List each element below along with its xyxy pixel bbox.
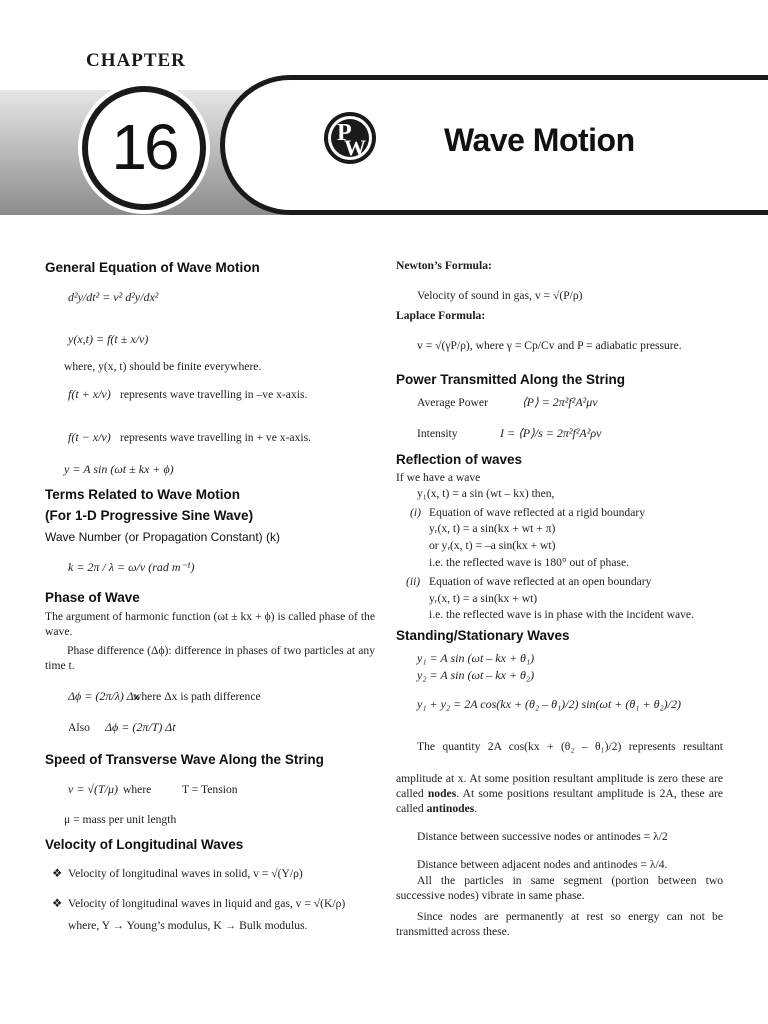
newton-formula: Velocity of sound in gas, v = √(P/ρ) bbox=[417, 289, 583, 302]
f-plus-expression: f(t + x/v) bbox=[68, 387, 111, 401]
standing-wave-y1: y₁ = A sin (ωt – kx + θ₁) bbox=[417, 651, 535, 665]
case-i-label: (i) bbox=[410, 506, 421, 519]
amplitude-paragraph bbox=[396, 771, 723, 816]
nodes-term: nodes bbox=[427, 787, 457, 800]
rigid-boundary-text: Equation of wave reflected at a rigid boundary bbox=[429, 506, 646, 519]
f-minus-description: represents wave travelling in + ve x-axis. bbox=[120, 431, 312, 444]
page-title: Wave Motion bbox=[444, 122, 635, 158]
bullet-diamond-icon: ❖ bbox=[52, 867, 63, 880]
phase-difference-definition: Phase difference (Δϕ): difference in phases of two particles at any time t. bbox=[45, 644, 375, 672]
svg-text:P: P bbox=[337, 120, 352, 146]
mass-per-length-note: μ = mass per unit length bbox=[64, 813, 177, 826]
resultant-quantity-text: The quantity 2A cos(kx + (θ₂ – θ₁)/2) represents resultant bbox=[417, 740, 723, 753]
sine-wave-equation: y = A sin (ωt ± kx + ϕ) bbox=[64, 462, 174, 476]
longitudinal-fluid-item: Velocity of longitudinal waves in liquid and gas, v = √(K/ρ) bbox=[68, 897, 346, 910]
heading-terms-sub: (For 1-D Progressive Sine Wave) bbox=[45, 508, 254, 523]
path-difference-note: where Δx is path difference bbox=[133, 690, 261, 703]
heading-phase: Phase of Wave bbox=[45, 590, 140, 605]
intensity-label: Intensity bbox=[417, 427, 458, 440]
rigid-reflected-equation: yᵣ(x, t) = a sin(kx + wt + π) bbox=[429, 522, 556, 535]
amplitude-text-c: . bbox=[474, 802, 478, 815]
phase-definition: The argument of harmonic function (ωt ± kx + ϕ) is called phase of the wave. bbox=[45, 610, 375, 638]
transverse-speed-equation: v = √(T/μ) bbox=[68, 782, 119, 796]
heading-laplace: Laplace Formula: bbox=[396, 309, 486, 322]
node-spacing-text: Distance between successive nodes or antinodes = λ/2 bbox=[417, 830, 668, 843]
incident-wave-equation: y₁(x, t) = a sin (wt – kx) then, bbox=[417, 487, 555, 500]
finite-condition: where, y(x, t) should be finite everywhere. bbox=[64, 360, 262, 373]
standing-wave-y2: y₂ = A sin (ωt – kx + θ₂) bbox=[417, 668, 535, 682]
average-power-label: Average Power bbox=[417, 396, 488, 409]
same-phase-paragraph: All the particles in same segment (portion between two successive nodes) vibrate in same phase. bbox=[396, 874, 723, 902]
phase-time-equation: Δϕ = (2π/T) Δt bbox=[105, 720, 176, 734]
phase-path-equation: Δϕ = (2π/λ) Δx bbox=[68, 689, 140, 703]
tension-note: T = Tension bbox=[182, 783, 238, 796]
chapter-number: 16 bbox=[111, 111, 177, 183]
heading-reflection: Reflection of waves bbox=[396, 452, 523, 467]
general-solution: y(x,t) = f(t ± x/v) bbox=[68, 332, 149, 346]
chapter-label: CHAPTER bbox=[86, 50, 186, 71]
out-of-phase-note: i.e. the reflected wave is 180° out of phase. bbox=[429, 556, 630, 569]
laplace-formula: v = √(γP/ρ), where γ = Cp/Cv and P = adiabatic pressure. bbox=[417, 339, 682, 352]
f-plus-description: represents wave travelling in –ve x-axis. bbox=[120, 388, 308, 401]
amplitude-text-a: amplitude at x. At some position resultant amplitude is zero these are called bbox=[396, 772, 723, 800]
heading-general-equation: General Equation of Wave Motion bbox=[45, 260, 260, 275]
chapter-number-badge bbox=[82, 86, 206, 210]
node-antinode-spacing-text: Distance between adjacent nodes and antinodes = λ/4. bbox=[417, 858, 668, 871]
antinodes-term: antinodes bbox=[426, 802, 475, 815]
heading-newton: Newton’s Formula: bbox=[396, 259, 492, 272]
pw-logo-icon bbox=[322, 110, 378, 166]
also-label: Also bbox=[68, 721, 90, 734]
rigid-reflected-equation-alt: or yᵣ(x, t) = –a sin(kx + wt) bbox=[429, 539, 556, 552]
energy-paragraph: Since nodes are permanently at rest so energy can not be transmitted across these. bbox=[396, 910, 723, 938]
incident-wave-intro: If we have a wave bbox=[396, 471, 481, 484]
standing-wave-sum: y₁ + y₂ = 2A cos(kx + (θ₂ – θ₁)/2) sin(ωt + (θ₁ + θ₂)/2) bbox=[417, 697, 681, 711]
subheading-wave-number: Wave Number (or Propagation Constant) (k) bbox=[45, 530, 280, 544]
open-reflected-equation: yᵣ(x, t) = a sin(kx + wt) bbox=[429, 592, 538, 605]
in-phase-note: i.e. the reflected wave is in phase with the incident wave. bbox=[429, 608, 694, 621]
heading-transverse-speed: Speed of Transverse Wave Along the String bbox=[45, 752, 324, 767]
longitudinal-solid-item: Velocity of longitudinal waves in solid, v = √(Y/ρ) bbox=[68, 867, 303, 880]
heading-power: Power Transmitted Along the String bbox=[396, 372, 626, 387]
heading-terms: Terms Related to Wave Motion bbox=[45, 487, 241, 502]
heading-standing-waves: Standing/Stationary Waves bbox=[396, 628, 570, 643]
case-ii-label: (ii) bbox=[406, 575, 421, 588]
wave-equation: d²y/dt² = v² d²y/dx² bbox=[68, 290, 159, 304]
amplitude-text-b: . At some positions resultant amplitude is 2A, these are called bbox=[396, 787, 723, 815]
modulus-note: where, Y → Young’s modulus, K → Bulk modulus. bbox=[68, 919, 308, 932]
bullet-diamond-icon: ❖ bbox=[52, 897, 63, 910]
intensity-equation: I = ⟨P⟩/s = 2π²f²A²ρv bbox=[500, 426, 602, 440]
wave-number-equation: k = 2π / λ = ω/v (rad m⁻¹) bbox=[68, 560, 195, 574]
heading-longitudinal: Velocity of Longitudinal Waves bbox=[45, 837, 244, 852]
speed-where-label: where bbox=[123, 783, 152, 796]
average-power-equation: ⟨P⟩ = 2π²f²A²μv bbox=[522, 395, 598, 409]
f-minus-expression: f(t − x/v) bbox=[68, 430, 111, 444]
open-boundary-text: Equation of wave reflected at an open boundary bbox=[429, 575, 652, 588]
svg-text:W: W bbox=[344, 135, 366, 160]
